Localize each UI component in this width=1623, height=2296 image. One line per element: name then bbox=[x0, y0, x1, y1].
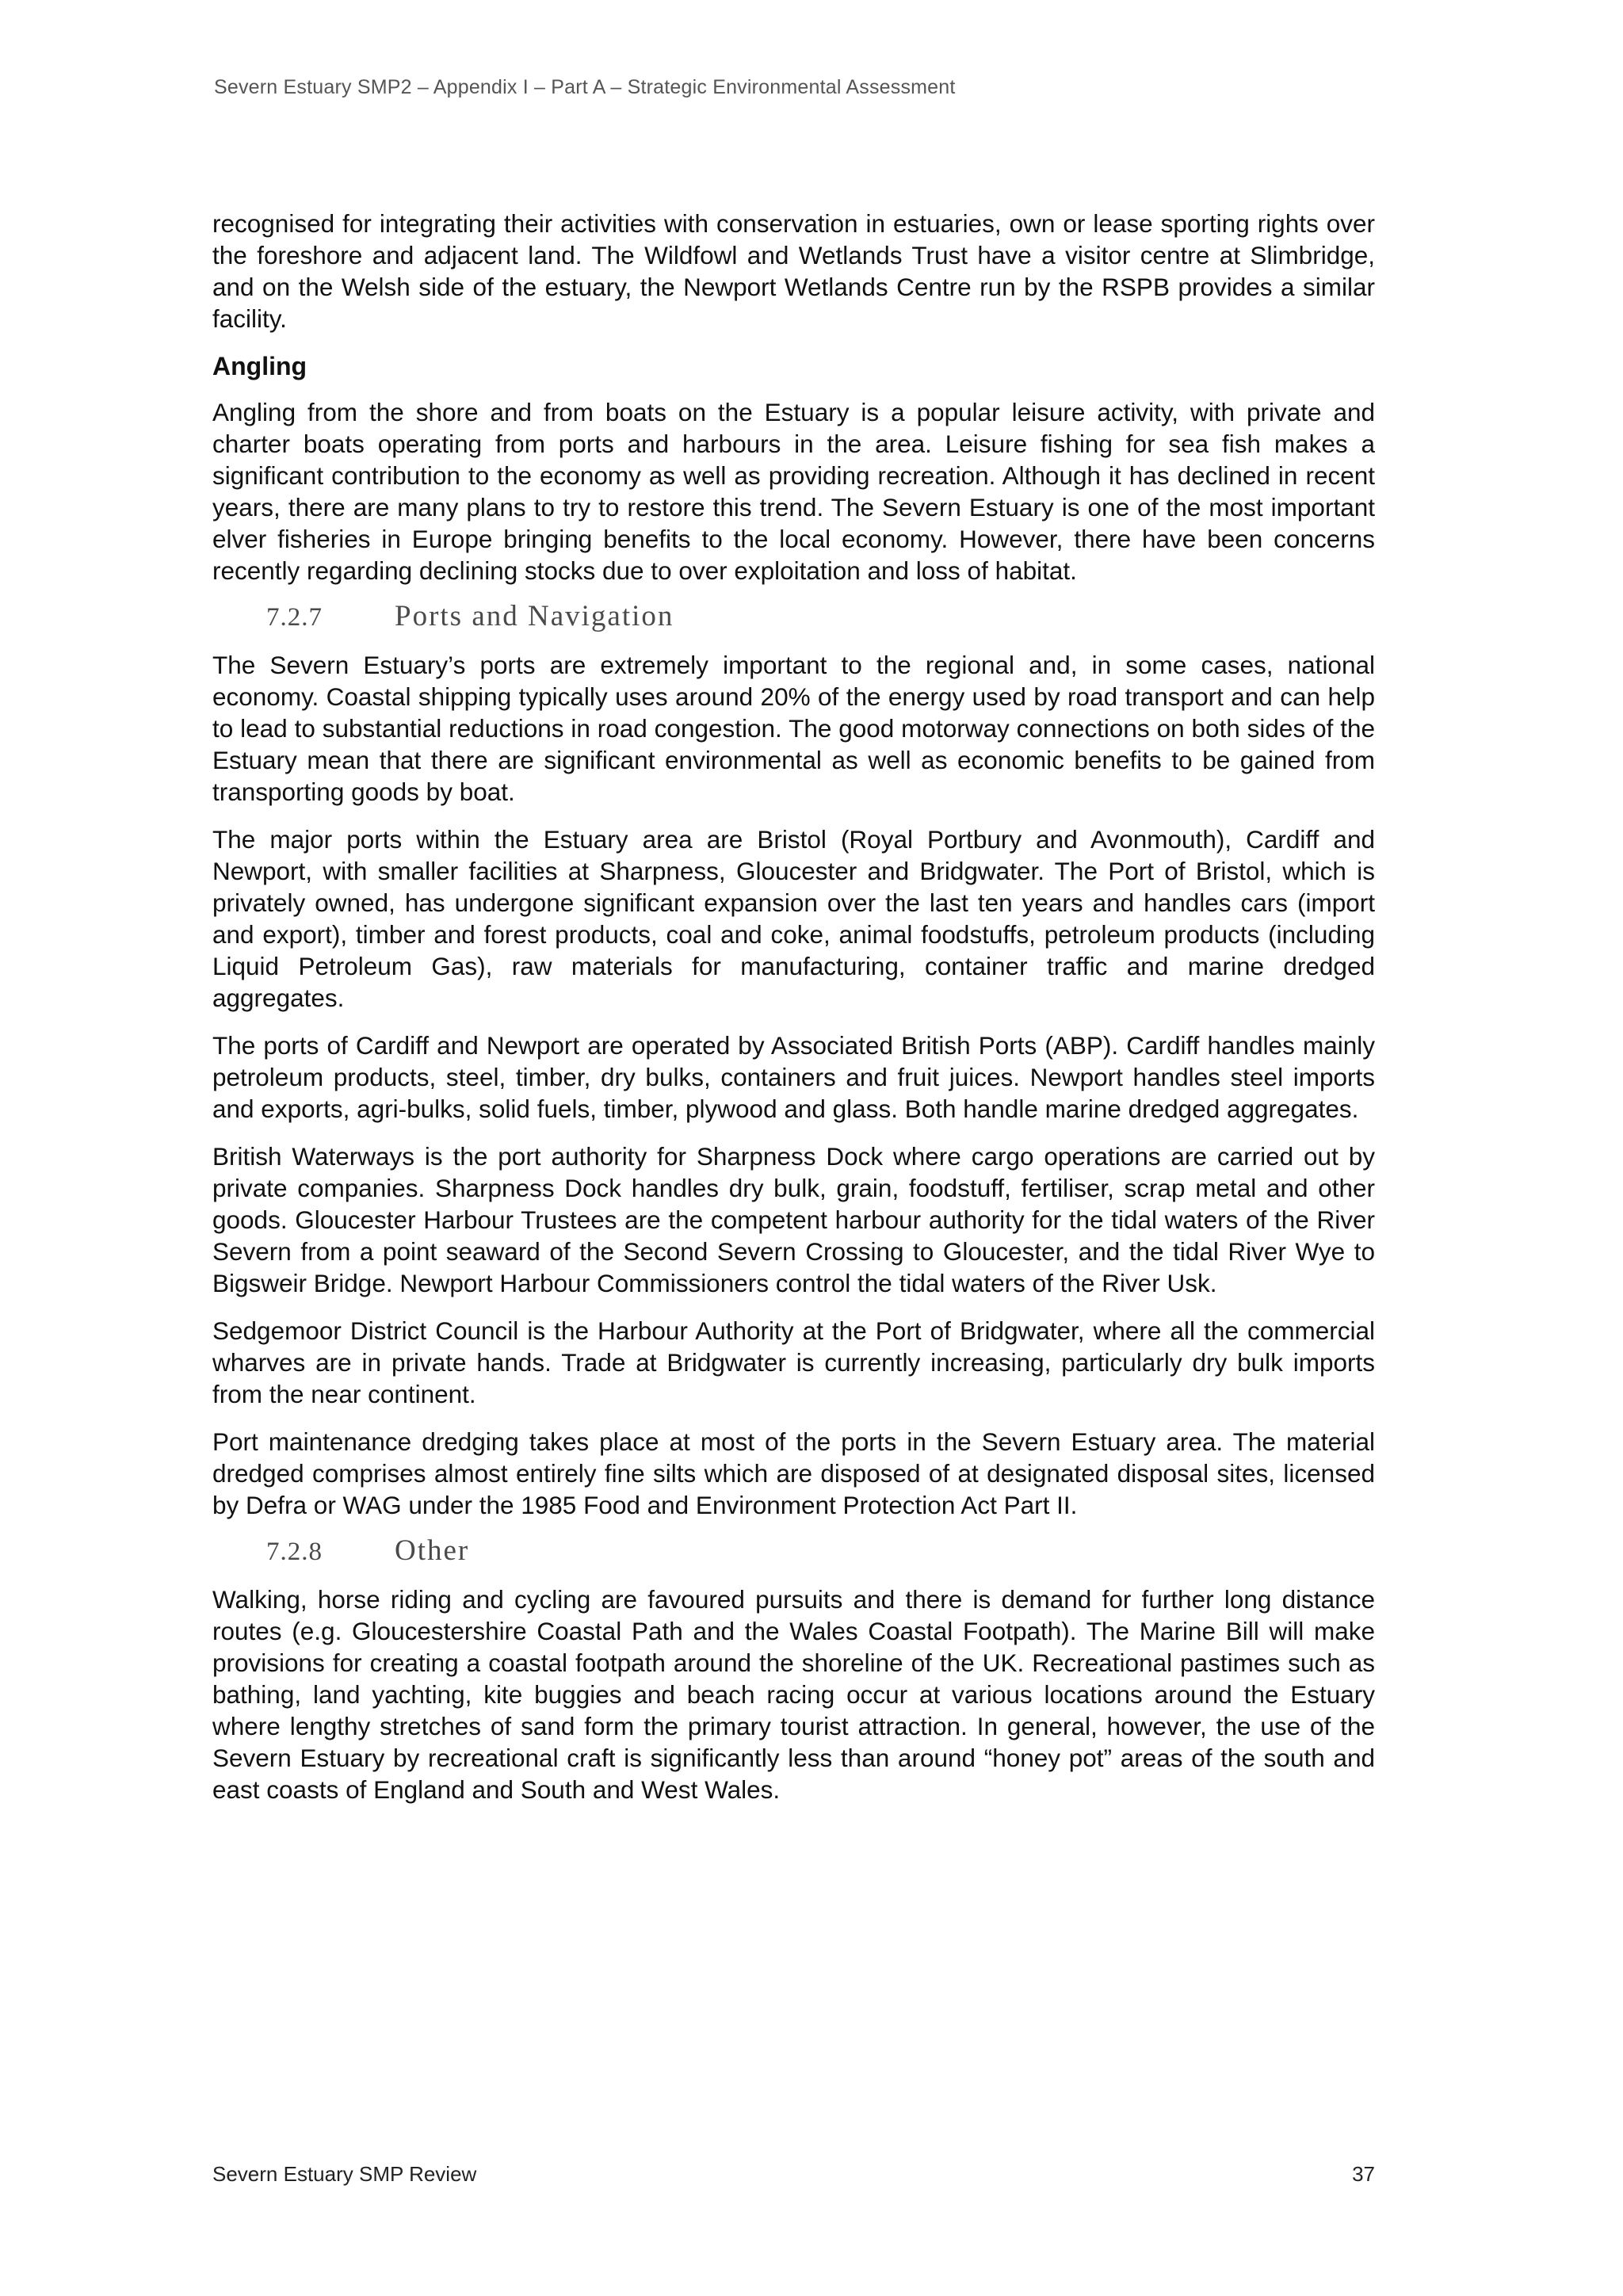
ports-paragraph: Port maintenance dredging takes place at most of the ports in the Severn Estuary area. The material dredged comprises almost entirely fine silts which are disposed of at designated disposal sites, licensed by Defra or WAG under the 1985 Food and Environment Protection Act Part II. bbox=[212, 1427, 1375, 1519]
other-section-number: 7.2.8 bbox=[266, 1538, 323, 1566]
footer-document-title: Severn Estuary SMP Review bbox=[212, 2162, 477, 2186]
ports-paragraph: The major ports within the Estuary area are Bristol (Royal Portbury and Avonmouth), Cardiff and Newport, with smaller facilities at Sharpness, Gloucester and Bridgwater. The Port of Bristol, which is privately owned, has undergone significant expansion over the last ten years and handles cars (import and export), timber and forest products, coal and coke, animal foodstuffs, petroleum products (including Liquid Petroleum Gas), raw materials for manufacturing, container traffic and marine dredged aggregates. bbox=[212, 825, 1375, 1012]
ports-section-title: Ports and Navigation bbox=[395, 600, 674, 632]
ports-section-heading bbox=[266, 599, 1375, 635]
intro-paragraph: recognised for integrating their activities with conservation in estuaries, own or lease sporting rights over the foreshore and adjacent land. The Wildfowl and Wetlands Trust have a visitor centre at Slimbridge, and on the Welsh side of the estuary, the Newport Wetlands Centre run by the RSPB provides a similar facility. bbox=[212, 209, 1375, 333]
ports-paragraph: The ports of Cardiff and Newport are operated by Associated British Ports (ABP). Cardiff handles mainly petroleum products, steel, timber, dry bulks, containers and fruit juices. Newport handles steel imports and exports, agri-bulks, solid fuels, timber, plywood and glass. Both handle marine dredged aggregates. bbox=[212, 1031, 1375, 1123]
page-footer bbox=[212, 2162, 1375, 2187]
other-section-heading bbox=[266, 1534, 1375, 1569]
other-paragraph: Walking, horse riding and cycling are favoured pursuits and there is demand for further long distance routes (e.g. Gloucestershire Coastal Path and the Wales Coastal Footpath). The Marine Bill will make provisions for creating a coastal footpath around the shoreline of the UK. Recreational pastimes such as bathing, land yachting, kite buggies and beach racing occur at various locations around the Estuary where lengthy stretches of sand form the primary tourist attraction. In general, however, the use of the Severn Estuary by recreational craft is significantly less than around “honey pot” areas of the south and east coasts of England and South and West Wales. bbox=[212, 1585, 1375, 1804]
ports-section-number: 7.2.7 bbox=[266, 603, 323, 632]
document-body bbox=[212, 208, 1375, 1821]
page-number: 37 bbox=[1352, 2162, 1375, 2186]
other-section-title: Other bbox=[395, 1534, 470, 1567]
ports-paragraph: The Severn Estuary’s ports are extremely important to the regional and, in some cases, national economy. Coastal shipping typically uses around 20% of the energy used by road transport and can help to lead to substantial reductions in road congestion. The good motorway connections on both sides of the Estuary mean that there are significant environmental as well as economic benefits to be gained from transporting goods by boat. bbox=[212, 651, 1375, 806]
ports-paragraph: Sedgemoor District Council is the Harbour Authority at the Port of Bridgwater, where all the commercial wharves are in private hands. Trade at Bridgwater is currently increasing, particularly dry bulk imports from the near continent. bbox=[212, 1316, 1375, 1408]
page-header: Severn Estuary SMP2 – Appendix I – Part A – Strategic Environmental Assessment bbox=[214, 76, 956, 98]
angling-heading: Angling bbox=[212, 352, 307, 380]
angling-paragraph: Angling from the shore and from boats on the Estuary is a popular leisure activity, with private and charter boats operating from ports and harbours in the area. Leisure fishing for sea fish makes a significant contribution to the economy as well as providing recreation. Although it has declined in recent years, there are many plans to try to restore this trend. The Severn Estuary is one of the most important elver fisheries in Europe bringing benefits to the local economy. However, there have been concerns recently regarding declining stocks due to over exploitation and loss of habitat. bbox=[212, 398, 1375, 585]
ports-paragraph: British Waterways is the port authority for Sharpness Dock where cargo operations are carried out by private companies. Sharpness Dock handles dry bulk, grain, foodstuff, fertiliser, scrap metal and other goods. Gloucester Harbour Trustees are the competent harbour authority for the tidal waters of the River Severn from a point seaward of the Second Severn Crossing to Gloucester, and the tidal River Wye to Bigsweir Bridge. Newport Harbour Commissioners control the tidal waters of the River Usk. bbox=[212, 1142, 1375, 1297]
